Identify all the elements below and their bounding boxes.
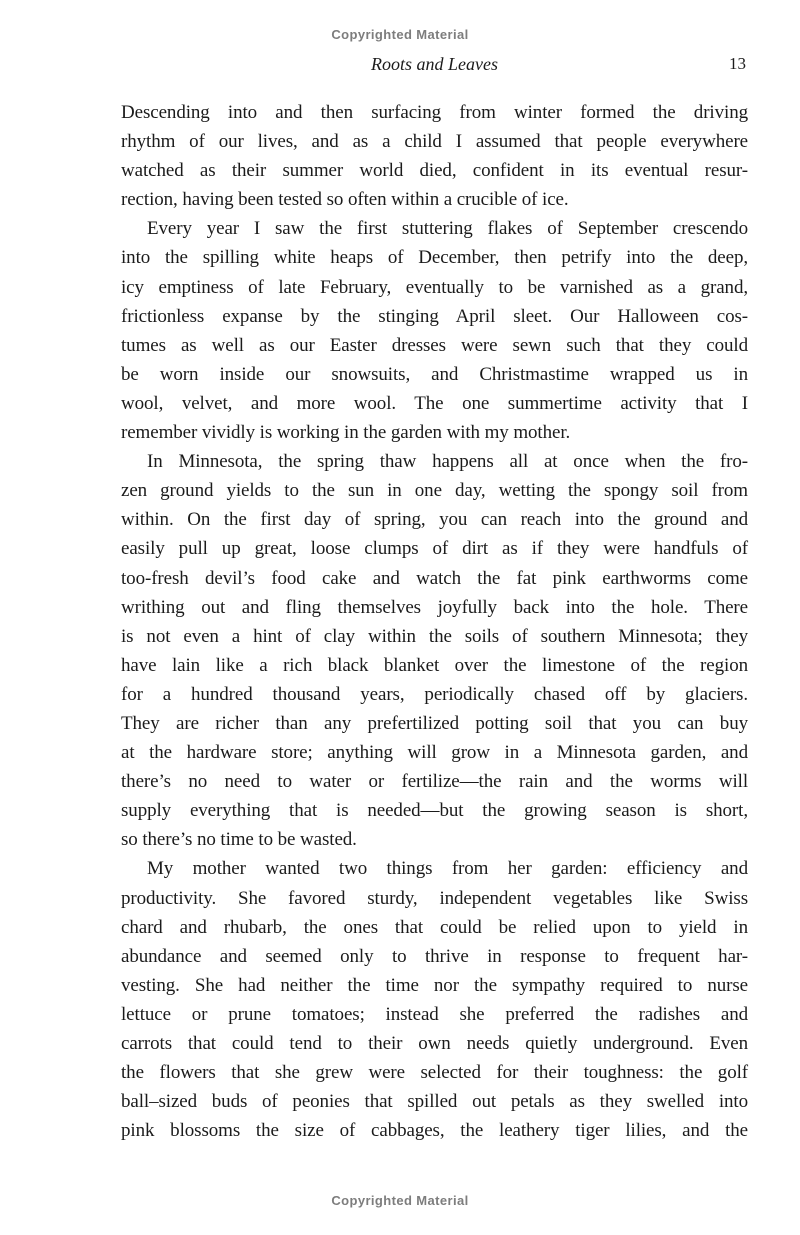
text-line: rection, having been tested so often within a crucible of ice. — [121, 189, 569, 211]
text-line: have lain like a rich black blanket over the limestone of the region — [121, 654, 748, 676]
text-line: abundance and seemed only to thrive in response to frequent har- — [121, 945, 748, 967]
text-line: zen ground yields to the sun in one day, wetting the spongy soil from — [121, 480, 748, 502]
text-line: pink blossoms the size of cabbages, the leathery tiger lilies, and the — [121, 1120, 748, 1142]
text-line: is not even a hint of clay within the soils of southern Minnesota; they — [121, 625, 748, 647]
text-line: Descending into and then surfacing from winter formed the driving — [121, 102, 748, 123]
text-line: within. On the first day of spring, you can reach into the ground and — [121, 509, 748, 531]
paragraph — [121, 98, 748, 214]
text-line: writhing out and fling themselves joyfully back into the hole. There — [121, 596, 748, 618]
text-line: frictionless expanse by the stinging April sleet. Our Halloween cos- — [121, 305, 748, 327]
text-line: remember vividly is working in the garden with my mother. — [121, 422, 571, 444]
text-line: supply everything that is needed—but the growing season is short, — [121, 800, 748, 822]
text-line: the flowers that she grew were selected for their toughness: the golf — [121, 1062, 748, 1084]
text-line: They are richer than any prefertilized potting soil that you can buy — [121, 712, 748, 734]
text-line: too-fresh devil’s food cake and watch the fat pink earthworms come — [121, 567, 748, 589]
text-line: be worn inside our snowsuits, and Christmastime wrapped us in — [121, 363, 748, 385]
text-line: ball–sized buds of peonies that spilled out petals as they swelled into — [121, 1091, 748, 1113]
text-line: at the hardware store; anything will grow in a Minnesota garden, and — [121, 742, 748, 764]
text-line: Every year I saw the first stuttering flakes of September crescendo — [147, 218, 748, 240]
text-line: wool, velvet, and more wool. The one summertime activity that I — [121, 392, 748, 414]
text-line: so there’s no time to be wasted. — [121, 829, 357, 851]
text-line: for a hundred thousand years, periodically chased off by glaciers. — [121, 683, 748, 705]
text-line: icy emptiness of late February, eventually to be varnished as a grand, — [121, 276, 748, 298]
paragraph — [121, 214, 748, 447]
text-line: lettuce or prune tomatoes; instead she preferred the radishes and — [121, 1003, 748, 1025]
body-text — [121, 98, 748, 1145]
text-line: there’s no need to water or fertilize—the rain and the worms will — [121, 771, 748, 793]
running-header-title: Roots and Leaves — [371, 54, 498, 74]
text-line: tumes as well as our Easter dresses were sewn such that they could — [121, 334, 748, 356]
text-line: rhythm of our lives, and as a child I assumed that people everywhere — [121, 131, 748, 153]
text-line: into the spilling white heaps of December, then petrify into the deep, — [121, 247, 748, 269]
paragraph — [121, 854, 748, 1145]
text-line: watched as their summer world died, confident in its eventual resur- — [121, 160, 748, 182]
text-line: vesting. She had neither the time nor the sympathy required to nurse — [121, 974, 748, 996]
copyright-notice-top: Copyrighted Material — [331, 27, 469, 42]
copyright-notice-bottom: Copyrighted Material — [331, 1193, 469, 1208]
text-line: carrots that could tend to their own needs quietly underground. Even — [121, 1033, 748, 1054]
page-header — [121, 52, 748, 76]
text-line: easily pull up great, loose clumps of dirt as if they were handfuls of — [121, 538, 748, 560]
text-line: chard and rhubarb, the ones that could be relied upon to yield in — [121, 916, 748, 938]
text-line: In Minnesota, the spring thaw happens all at once when the fro- — [147, 451, 748, 473]
text-line: My mother wanted two things from her garden: efficiency and — [147, 858, 748, 880]
page-number: 13 — [729, 54, 746, 73]
paragraph — [121, 447, 748, 854]
text-line: productivity. She favored sturdy, independent vegetables like Swiss — [121, 887, 748, 909]
